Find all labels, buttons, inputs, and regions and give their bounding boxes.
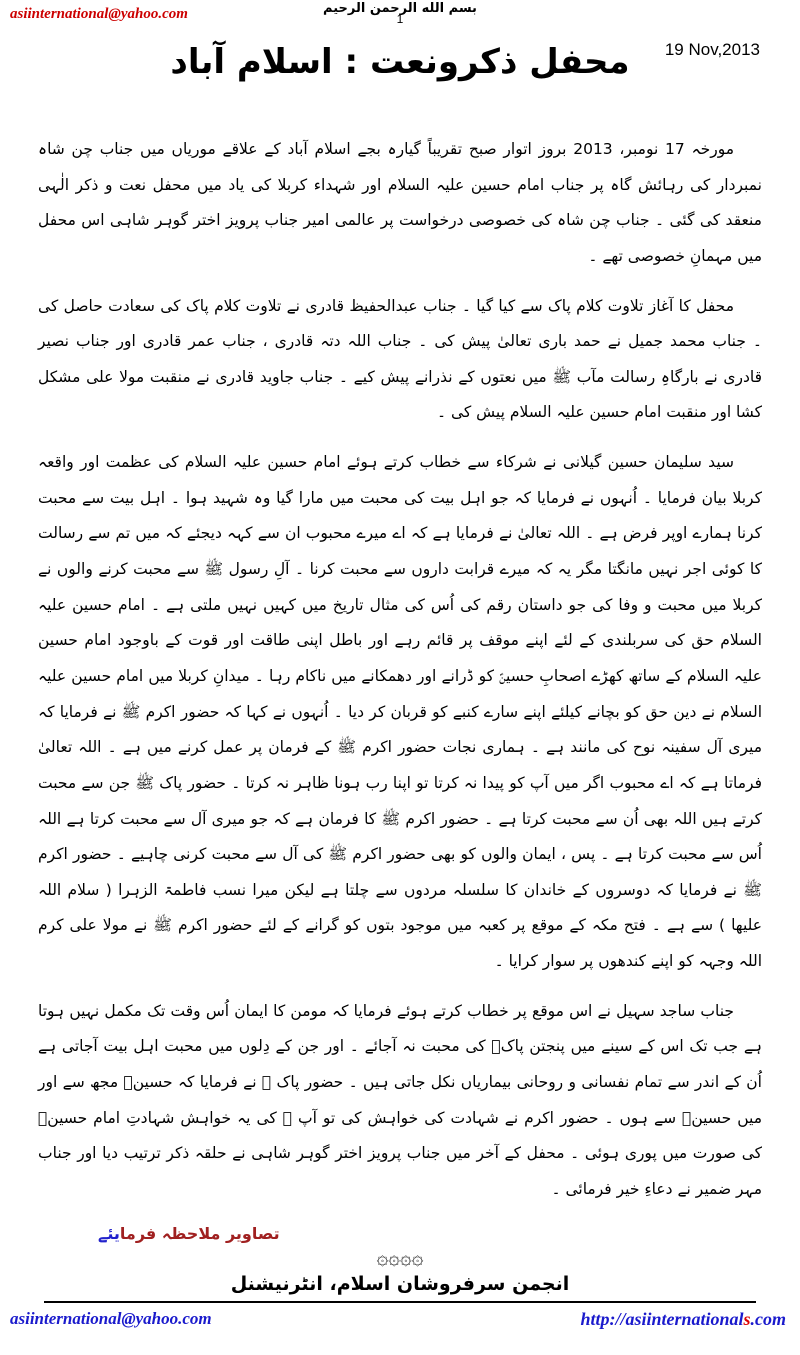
footer-email-link[interactable]: asiinternational@yahoo.com xyxy=(10,1308,212,1328)
website-suffix: .com xyxy=(750,1308,786,1329)
date-label: 19 Nov,2013 xyxy=(664,40,760,59)
body-paragraph-3: سید سلیمان حسین گیلانی نے شرکاء سے خطاب کرتے ہوئے امام حسین علیہ السلام کی عظمت اور واقعہ کربلا بیان فرمایا ۔ اُنہوں نے فرمایا کہ جو اہل بیت کی محبت میں مارا گیا وہ شہید ہوا ۔ اہل بیت سے محبت کرنا ہمارے اوپر فرض ہے ۔ اللہ تعالیٰ نے فرمایا ہے کہ اے میرے محبوب ان سے کہہ دیجئے کہ میں تم سے رسالت کا کوئی اجر نہیں مانگتا مگر یہ کہ میرے قرابت داروں سے محبت کرنا ۔ آلِ رسول ﷺ سے محبت کرنے والوں نے کربلا میں محبت و وفا کی جو داستان رقم کی اُس کی مثال تاریخ میں کہیں نہیں ملتی ہے ۔ امام حسین علیہ السلام حق کی سربلندی کے لئے اپنے موقف پر قائم رہے اور باطل اپنی طاقت اور قوت کے باوجود امام حسین علیہ السلام کے ساتھ کھڑے اصحابِ حسینؑ کو ڈرانے اور دھمکانے میں ناکام رہا ۔ میدانِ کربلا میں امام حسین علیہ السلام نے دین حق کو بچانے کیلئے اپنے سارے کنبے کو قربان کر دیا ۔ اُنہوں نے کہا کہ حضور اکرم ﷺ نے فرمایا کہ میری آل سفینہ نوح کی مانند ہے ۔ ہماری نجات حضور اکرم ﷺ کے فرمان پر عمل کرنے میں ہے ۔ اللہ تعالیٰ فرماتا ہے کہ اے محبوب اگر میں آپ کو پیدا نہ کرتا تو اپنا رب ہونا ظاہر نہ کرتا ۔ حضور پاک ﷺ جن سے محبت کرتے ہیں اللہ بھی اُن سے محبت کرتا ہے ۔ حضور اکرم ﷺ کا فرمان ہے کہ جو میری آل سے محبت کرتا ہے اللہ اُس سے محبت کرتا ہے ۔ پس ، ایمان والوں کو بھی حضور اکرم ﷺ کی آل سے محبت کرنی چاہیے ۔ حضور اکرم ﷺ نے فرمایا کہ دوسروں کے خاندان کا سلسلہ مردوں سے چلتا ہے لیکن میرا نسب فاطمۃ الزہرا ( سلام اللہ علیھا ) سے ہے ۔ فتح مکہ کے موقع پر کعبہ میں موجود بتوں کو گرانے کے لئے حضور اکرم ﷺ نے مولا علی کرم اللہ وجہہ کو اپنے کندھوں پر سوار کرایا ۔ xyxy=(38,453,762,971)
website-prefix: http://asiinternational xyxy=(580,1308,744,1329)
document-body xyxy=(0,128,800,1222)
see-pictures-row xyxy=(0,1222,800,1245)
see-pictures-text-tail: یئے xyxy=(98,1223,120,1243)
see-pictures-text: تصاویر ملاحظہ فرما xyxy=(119,1223,280,1243)
top-email-link[interactable]: asiinternational@yahoo.com xyxy=(10,6,188,22)
website-s-highlight: s xyxy=(743,1308,751,1329)
page-title: محفل ذکرونعت : اسلام آباد xyxy=(170,42,630,82)
body-paragraph-1: مورخہ 17 نومبر، 2013 بروز اتوار صبح تقریباً گیارہ بجے اسلام آباد کے علاقے موریاں میں جناب چن شاہ نمبردار کی رہائش گاہ پر جناب امام حسین علیہ السلام اور شہداء کربلا کی یاد میں محفل نعت و ذکر الٰہی منعقد کی گئی ۔ جناب چن شاہ کی خصوصی درخواست پر عالمی امیر جناب پرویز اختر گوہر شاہی اس محفل میں مہمانِ خصوصی تھے ۔ xyxy=(38,140,762,265)
body-paragraph-4: جناب ساجد سہیل نے اس موقع پر خطاب کرتے ہوئے فرمایا کہ مومن کا ایمان اُس وقت تک مکمل نہیں ہوتا ہے جب تک اس کے سینے میں پنجتن پاکؑ کی محبت نہ آجائے ۔ اور جن کے دِلوں میں محبت اہل بیت آجاتی ہے اُن کے اندر سے تمام نفسانی و روحانی بیماریاں نکل جاتی ہیں ۔ حضور پاک ﷺ نے فرمایا کہ حسینؑ مجھ سے اور میں حسینؑ سے ہوں ۔ حضور اکرم نے شہادت کی خواہش کی تو آپ ﷺ کی یہ خواہش شہادتِ امام حسینؑ کی صورت میں پوری ہوئی ۔ محفل کے آخر میں جناب پرویز اختر گوہر شاہی نے حلقہ ذکر ترتیب دیا اور جناب مہر ضمیر نے دعاءِ خیر فرمائی ۔ xyxy=(38,1001,762,1198)
page-number: 1 xyxy=(396,12,404,27)
organization-name: انجمن سرفروشان اسلام، انٹرنیشنل xyxy=(230,1272,570,1295)
footer-links-row xyxy=(0,1303,800,1355)
bismillah-text: بسم الله الرحمن الرحيم xyxy=(323,1,477,16)
document-header xyxy=(0,0,800,128)
rub-el-hizb-ornament-row: ۞۞۞۞ xyxy=(376,1244,424,1269)
website-link[interactable] xyxy=(580,1309,786,1330)
body-paragraph-2: محفل کا آغاز تلاوت کلام پاک سے کیا گیا ۔ جناب عبدالحفیظ قادری نے تلاوت کلام پاک کی سعادت حاصل کی ۔ جناب محمد جمیل نے حمد باری تعالیٰ پیش کی ۔ جناب اللہ دتہ قادری ، جناب عمر قادری اور جناب نصیر قادری نے بارگاہِ رسالت مآب ﷺ میں نعتوں کے نذرانے پیش کیے ۔ جناب جاوید قادری نے منقبت مولا علی مشکل کشا اور منقبت امام حسین علیہ السلام پیش کی ۔ xyxy=(38,296,762,422)
bismillah-block xyxy=(0,2,800,26)
see-pictures-link[interactable] xyxy=(98,1224,280,1243)
